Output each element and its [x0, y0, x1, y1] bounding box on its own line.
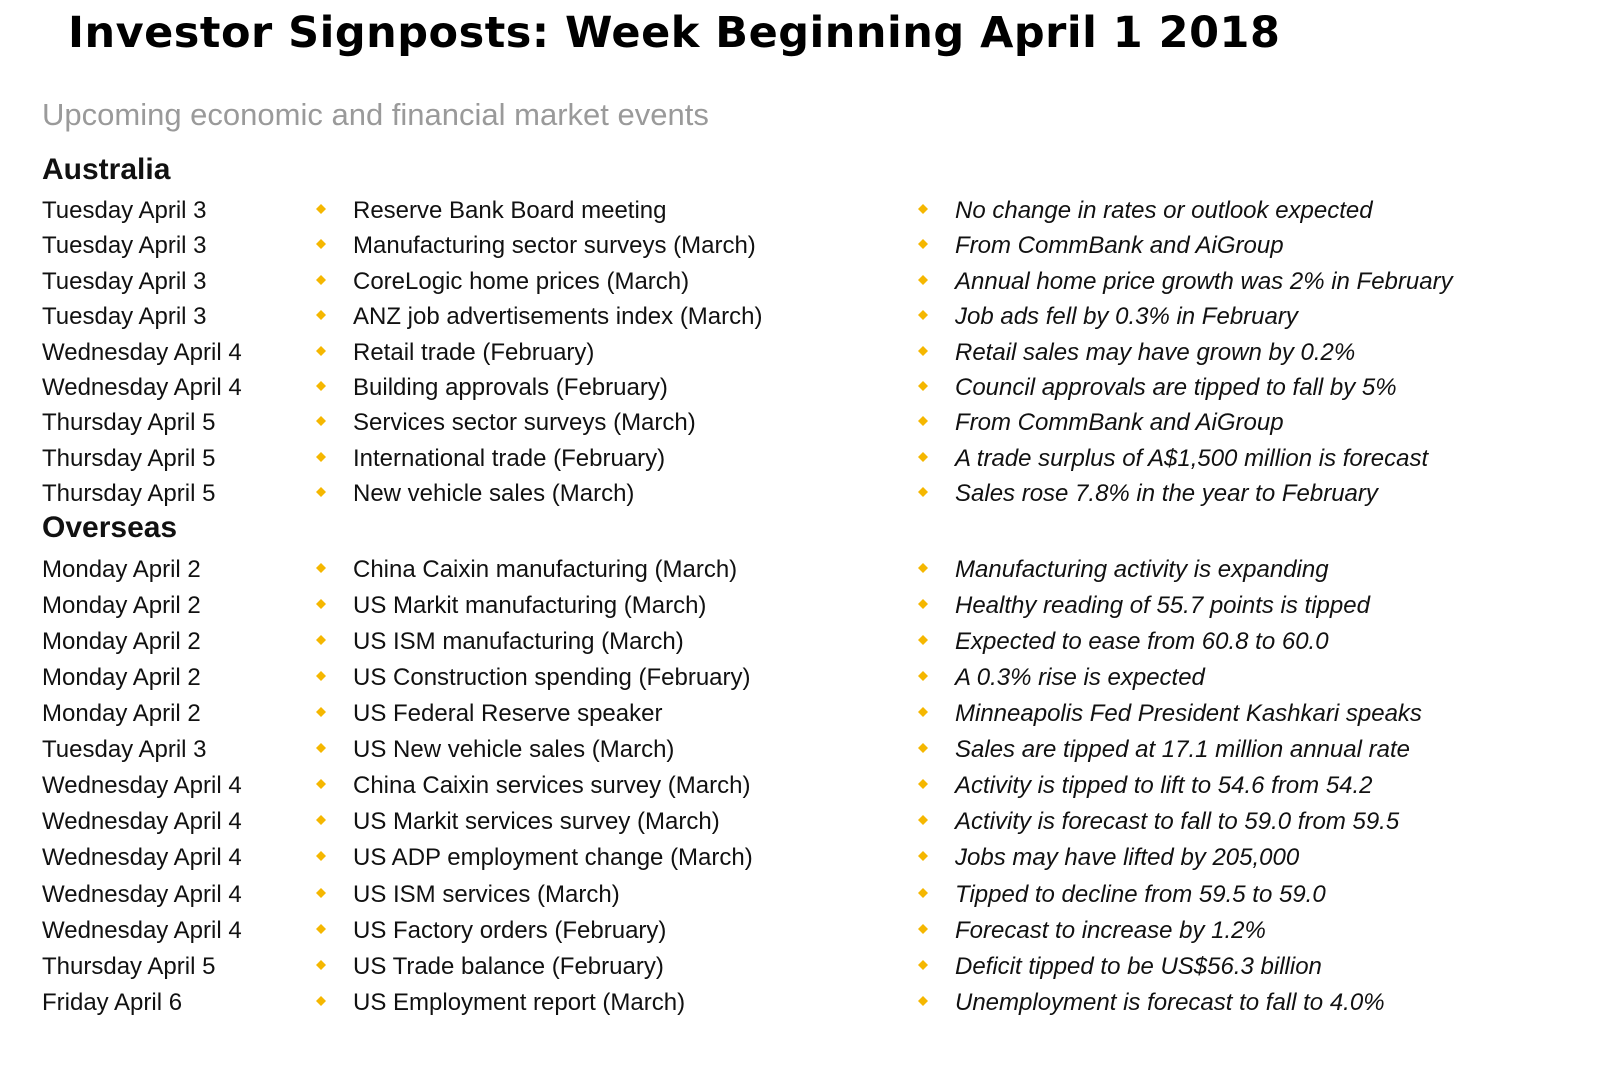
diamond-bullet-icon [918, 996, 928, 1006]
event-name: US ISM services (March) [353, 880, 620, 908]
diamond-bullet-icon [316, 779, 326, 789]
diamond-bullet-icon [918, 671, 928, 681]
diamond-bullet-icon [918, 851, 928, 861]
event-note: Activity is forecast to fall to 59.0 from 59.5 [955, 808, 1400, 836]
event-date: Friday April 6 [42, 988, 183, 1016]
event-row [0, 441, 1600, 477]
event-row [0, 804, 1600, 840]
event-date: Monday April 2 [42, 700, 201, 728]
event-name: US Construction spending (February) [353, 664, 751, 692]
diamond-bullet-icon [316, 635, 326, 645]
event-date: Thursday April 5 [42, 480, 216, 508]
event-date: Wednesday April 4 [42, 880, 242, 908]
event-date: Thursday April 5 [42, 409, 216, 437]
event-row [0, 840, 1600, 876]
event-note: From CommBank and AiGroup [955, 409, 1284, 437]
event-note: A 0.3% rise is expected [955, 664, 1205, 692]
event-date: Wednesday April 4 [42, 374, 242, 401]
diamond-bullet-icon [316, 275, 326, 285]
event-name: US New vehicle sales (March) [353, 736, 675, 764]
event-name: New vehicle sales (March) [353, 480, 635, 508]
diamond-bullet-icon [918, 635, 928, 645]
event-note: Council approvals are tipped to fall by 5% [955, 374, 1397, 401]
event-row [0, 624, 1600, 660]
event-date: Monday April 2 [42, 556, 201, 583]
diamond-bullet-icon [918, 563, 928, 573]
event-note: Sales are tipped at 17.1 million annual rate [955, 736, 1410, 764]
event-row [0, 370, 1600, 406]
event-name: US Employment report (March) [353, 988, 686, 1016]
diamond-bullet-icon [918, 888, 928, 898]
event-row [0, 264, 1600, 300]
event-date: Monday April 2 [42, 628, 201, 656]
event-row [0, 476, 1600, 512]
diamond-bullet-icon [316, 851, 326, 861]
event-date: Tuesday April 3 [42, 303, 207, 331]
event-date: Wednesday April 4 [42, 808, 242, 836]
diamond-bullet-icon [918, 487, 928, 497]
diamond-bullet-icon [316, 452, 326, 462]
diamond-bullet-icon [918, 204, 928, 214]
diamond-bullet-icon [918, 310, 928, 320]
event-row [0, 660, 1600, 696]
diamond-bullet-icon [316, 381, 326, 391]
diamond-bullet-icon [316, 563, 326, 573]
diamond-bullet-icon [316, 239, 326, 249]
diamond-bullet-icon [316, 924, 326, 934]
event-note: Tipped to decline from 59.5 to 59.0 [955, 880, 1326, 908]
event-name: Building approvals (February) [353, 374, 668, 401]
event-note: Deficit tipped to be US$56.3 billion [955, 952, 1322, 980]
event-row [0, 552, 1600, 588]
event-date: Tuesday April 3 [42, 232, 207, 260]
event-date: Monday April 2 [42, 664, 201, 692]
diamond-bullet-icon [918, 779, 928, 789]
event-row [0, 949, 1600, 985]
event-name: Services sector surveys (March) [353, 409, 696, 437]
diamond-bullet-icon [316, 671, 326, 681]
event-note: Forecast to increase by 1.2% [955, 916, 1266, 944]
event-note: Jobs may have lifted by 205,000 [955, 844, 1300, 872]
event-date: Wednesday April 4 [42, 844, 242, 872]
event-row [0, 913, 1600, 949]
event-note: Unemployment is forecast to fall to 4.0% [955, 988, 1385, 1016]
event-name: Retail trade (February) [353, 338, 595, 366]
event-name: US Federal Reserve speaker [353, 700, 663, 728]
diamond-bullet-icon [918, 599, 928, 609]
event-note: Annual home price growth was 2% in February [955, 267, 1453, 295]
event-row [0, 732, 1600, 768]
event-row [0, 335, 1600, 371]
diamond-bullet-icon [316, 815, 326, 825]
diamond-bullet-icon [316, 996, 326, 1006]
diamond-bullet-icon [918, 452, 928, 462]
event-note: Sales rose 7.8% in the year to February [955, 480, 1378, 508]
event-date: Wednesday April 4 [42, 772, 242, 800]
event-name: China Caixin services survey (March) [353, 772, 751, 800]
event-note: Manufacturing activity is expanding [955, 556, 1329, 583]
event-note: No change in rates or outlook expected [955, 197, 1373, 224]
diamond-bullet-icon [918, 815, 928, 825]
event-date: Thursday April 5 [42, 952, 216, 980]
diamond-bullet-icon [316, 204, 326, 214]
event-date: Thursday April 5 [42, 444, 216, 472]
event-name: ANZ job advertisements index (March) [353, 303, 763, 331]
diamond-bullet-icon [316, 960, 326, 970]
event-note: Healthy reading of 55.7 points is tipped [955, 592, 1370, 619]
event-date: Tuesday April 3 [42, 736, 207, 764]
event-date: Monday April 2 [42, 592, 201, 619]
event-note: From CommBank and AiGroup [955, 232, 1284, 260]
event-name: US Markit services survey (March) [353, 808, 720, 836]
diamond-bullet-icon [316, 346, 326, 356]
event-note: A trade surplus of A$1,500 million is forecast [955, 444, 1429, 472]
event-row [0, 405, 1600, 441]
event-row [0, 696, 1600, 732]
event-name: US ISM manufacturing (March) [353, 628, 684, 656]
diamond-bullet-icon [316, 888, 326, 898]
diamond-bullet-icon [918, 743, 928, 753]
diamond-bullet-icon [918, 960, 928, 970]
event-name: CoreLogic home prices (March) [353, 267, 690, 295]
diamond-bullet-icon [918, 239, 928, 249]
event-row [0, 299, 1600, 335]
page-subtitle: Upcoming economic and financial market events [42, 97, 709, 132]
event-row [0, 768, 1600, 804]
event-note: Retail sales may have grown by 0.2% [955, 338, 1356, 366]
event-note: Expected to ease from 60.8 to 60.0 [955, 628, 1329, 656]
diamond-bullet-icon [316, 743, 326, 753]
section-heading: Overseas [42, 511, 178, 544]
event-name: Reserve Bank Board meeting [353, 197, 667, 224]
page-title: Investor Signposts: Week Beginning April 1 2018 [68, 8, 1281, 58]
event-row [0, 228, 1600, 264]
event-date: Wednesday April 4 [42, 338, 242, 366]
event-row [0, 588, 1600, 624]
event-row [0, 877, 1600, 913]
event-note: Job ads fell by 0.3% in February [955, 303, 1298, 331]
diamond-bullet-icon [918, 416, 928, 426]
event-row [0, 193, 1600, 229]
diamond-bullet-icon [918, 381, 928, 391]
event-date: Wednesday April 4 [42, 916, 242, 944]
event-note: Activity is tipped to lift to 54.6 from 54.2 [955, 772, 1373, 800]
event-date: Tuesday April 3 [42, 197, 207, 224]
event-name: Manufacturing sector surveys (March) [353, 232, 756, 260]
event-name: China Caixin manufacturing (March) [353, 556, 738, 583]
diamond-bullet-icon [316, 416, 326, 426]
event-name: International trade (February) [353, 444, 666, 472]
event-date: Tuesday April 3 [42, 267, 207, 295]
event-note: Minneapolis Fed President Kashkari speaks [955, 700, 1422, 728]
diamond-bullet-icon [918, 275, 928, 285]
event-name: US Trade balance (February) [353, 952, 664, 980]
diamond-bullet-icon [918, 346, 928, 356]
event-name: US ADP employment change (March) [353, 844, 753, 872]
diamond-bullet-icon [918, 924, 928, 934]
diamond-bullet-icon [316, 310, 326, 320]
diamond-bullet-icon [316, 707, 326, 717]
diamond-bullet-icon [918, 707, 928, 717]
event-name: US Factory orders (February) [353, 916, 667, 944]
diamond-bullet-icon [316, 599, 326, 609]
section-heading: Australia [42, 153, 171, 186]
event-row [0, 985, 1600, 1021]
diamond-bullet-icon [316, 487, 326, 497]
event-name: US Markit manufacturing (March) [353, 592, 707, 619]
